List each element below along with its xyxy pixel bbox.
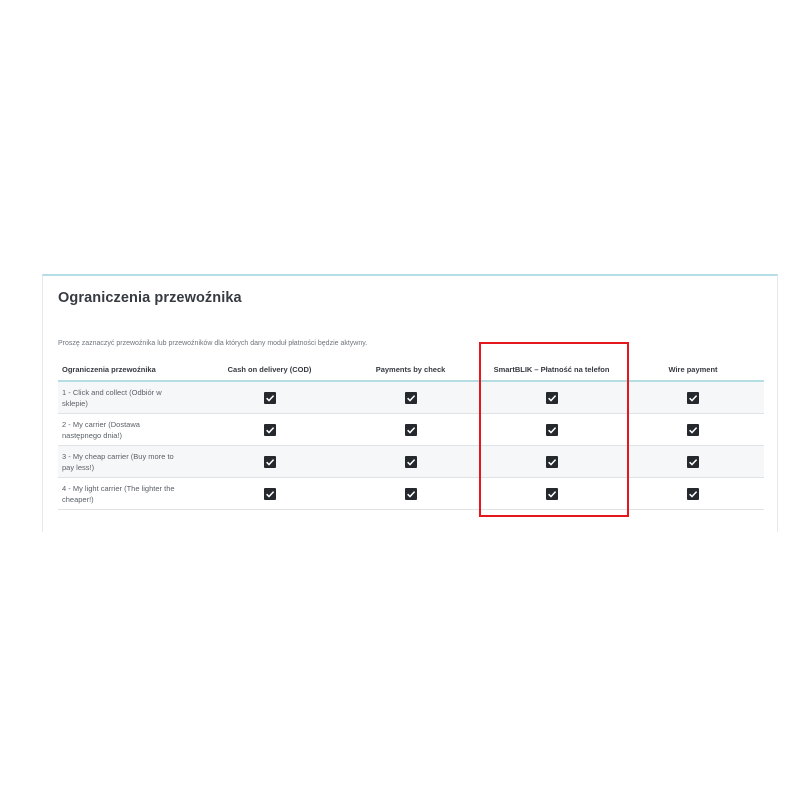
column-header-cod: Cash on delivery (COD): [199, 358, 340, 381]
checkmark-icon: [688, 425, 698, 435]
table-row: [58, 381, 764, 414]
column-header-wire: Wire payment: [622, 358, 764, 381]
wire-payment-checkbox[interactable]: [687, 392, 699, 404]
checkmark-icon: [406, 489, 416, 499]
checkmark-icon: [406, 425, 416, 435]
smartblik-checkbox[interactable]: [546, 392, 558, 404]
checkmark-icon: [688, 489, 698, 499]
checkmark-icon: [265, 457, 275, 467]
table-row: [58, 478, 764, 510]
table-row: [58, 414, 764, 446]
cod-checkbox[interactable]: [264, 488, 276, 500]
check-payment-checkbox[interactable]: [405, 488, 417, 500]
checkmark-icon: [547, 393, 557, 403]
check-payment-checkbox[interactable]: [405, 456, 417, 468]
cod-checkbox[interactable]: [264, 424, 276, 436]
checkmark-icon: [265, 489, 275, 499]
carrier-restrictions-panel: [42, 274, 778, 532]
checkmark-icon: [265, 393, 275, 403]
checkmark-icon: [547, 457, 557, 467]
smartblik-checkbox[interactable]: [546, 488, 558, 500]
cod-checkbox[interactable]: [264, 392, 276, 404]
cod-checkbox[interactable]: [264, 456, 276, 468]
smartblik-checkbox[interactable]: [546, 456, 558, 468]
checkmark-icon: [406, 393, 416, 403]
table-header-row: [58, 358, 764, 381]
check-payment-checkbox[interactable]: [405, 424, 417, 436]
carrier-name: 1 - Click and collect (Odbiór w sklepie): [58, 381, 199, 414]
wire-payment-checkbox[interactable]: [687, 456, 699, 468]
check-payment-checkbox[interactable]: [405, 392, 417, 404]
panel-title: Ograniczenia przewoźnika: [58, 290, 242, 306]
wire-payment-checkbox[interactable]: [687, 424, 699, 436]
wire-payment-checkbox[interactable]: [687, 488, 699, 500]
checkmark-icon: [547, 489, 557, 499]
carrier-restrictions-table: [58, 358, 764, 510]
panel-description: Proszę zaznaczyć przewoźnika lub przewoźników dla których dany moduł płatności będzie aktywny.: [58, 340, 368, 347]
column-header-smartblik: SmartBLIK – Płatność na telefon: [481, 358, 622, 381]
column-header-check: Payments by check: [340, 358, 481, 381]
checkmark-icon: [688, 457, 698, 467]
column-header-carrier: Ograniczenia przewoźnika: [58, 358, 199, 381]
checkmark-icon: [688, 393, 698, 403]
carrier-name: 3 - My cheap carrier (Buy more to pay less!): [58, 446, 199, 478]
carrier-name: 2 - My carrier (Dostawa następnego dnia!): [58, 414, 199, 446]
carrier-name: 4 - My light carrier (The lighter the cheaper!): [58, 478, 199, 510]
checkmark-icon: [547, 425, 557, 435]
table-row: [58, 446, 764, 478]
checkmark-icon: [265, 425, 275, 435]
smartblik-checkbox[interactable]: [546, 424, 558, 436]
checkmark-icon: [406, 457, 416, 467]
